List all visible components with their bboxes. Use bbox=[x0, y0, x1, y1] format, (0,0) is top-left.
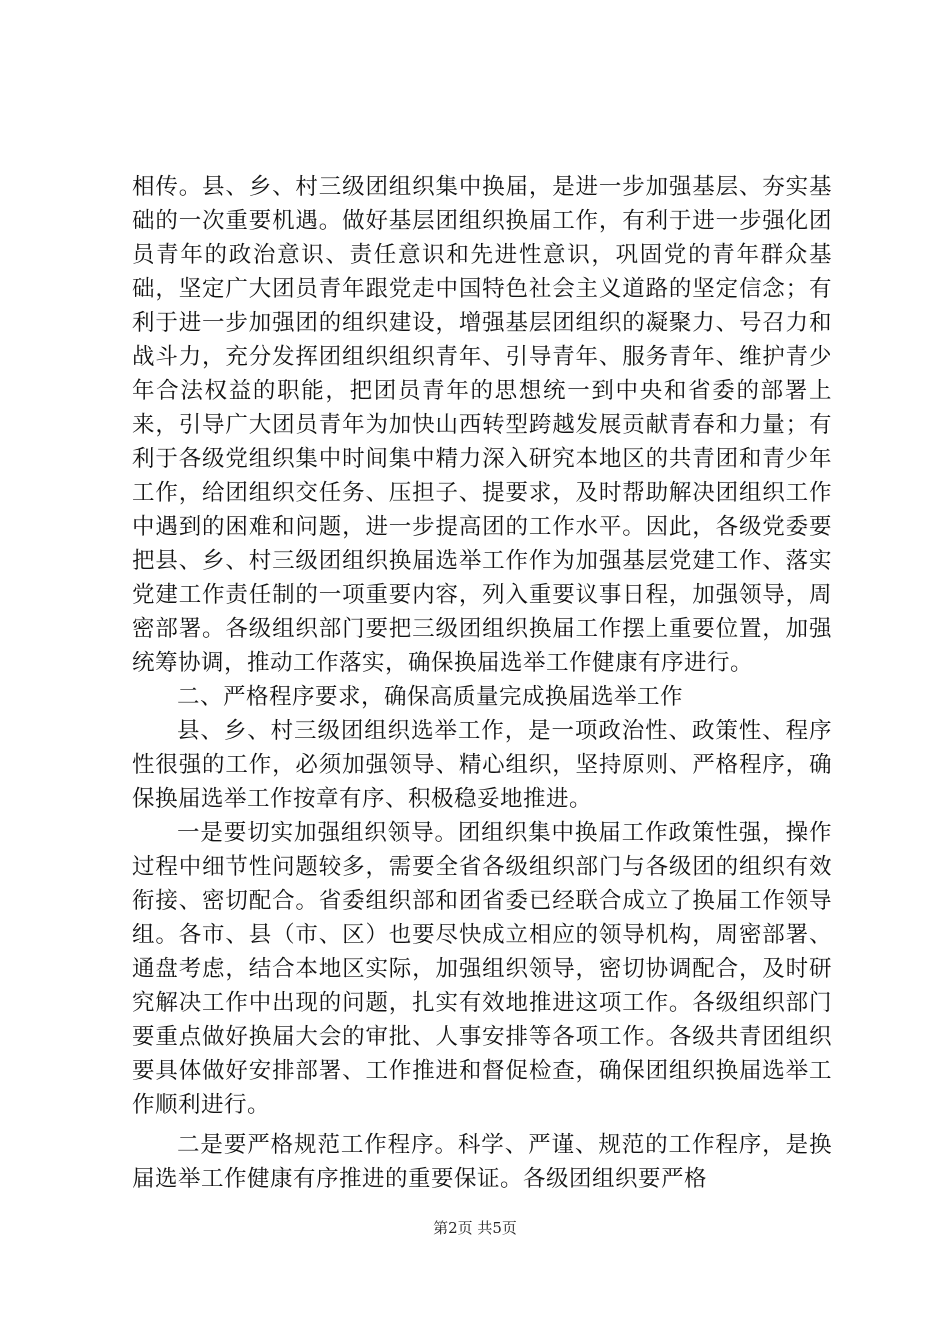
section-heading-2: 二、严格程序要求，确保高质量完成换届选举工作 bbox=[177, 684, 684, 710]
paragraph-item-1: 一是要切实加强组织领导。团组织集中换届工作政策性强，操作过程中细节性问题较多，需要全省各级组织部门与各级团的组织有效衔接、密切配合。省委组织部和团省委已经联合成立了换届工作领导组。各市、县（市、区）也要尽快成立相应的领导机构，周密部署、通盘考虑，结合本地区实际，加强组织领导，密切协调配合，及时研究解决工作中出现的问题，扎实有效地推进这项工作。各级组织部门要重点做好换届大会的审批、人事安排等各项工作。各级共青团组织要具体做好安排部署、工作推进和督促检查，确保团组织换届选举工作顺利进行。 bbox=[132, 820, 832, 1118]
page-number-footer: 第2页 共5页 bbox=[433, 1219, 517, 1237]
document-body bbox=[132, 170, 832, 1196]
paragraph-item-2: 二是要严格规范工作程序。科学、严谨、规范的工作程序，是换届选举工作健康有序推进的重要保证。各级团组织要严格 bbox=[132, 1132, 832, 1192]
paragraph-intro-section-2: 县、乡、村三级团组织选举工作，是一项政治性、政策性、程序性很强的工作，必须加强领导、精心组织，坚持原则、严格程序，确保换届选举工作按章有序、积极稳妥地推进。 bbox=[132, 718, 832, 812]
paragraph-continuation: 相传。县、乡、村三级团组织集中换届，是进一步加强基层、夯实基础的一次重要机遇。做好基层团组织换届工作，有利于进一步强化团员青年的政治意识、责任意识和先进性意识，巩固党的青年群众基础，坚定广大团员青年跟党走中国特色社会主义道路的坚定信念；有利于进一步加强团的组织建设，增强基层团组织的凝聚力、号召力和战斗力，充分发挥团组织组织青年、引导青年、服务青年、维护青少年合法权益的职能，把团员青年的思想统一到中央和省委的部署上来，引导广大团员青年为加快山西转型跨越发展贡献青春和力量；有利于各级党组织集中时间集中精力深入研究本地区的共青团和青少年工作，给团组织交任务、压担子、提要求，及时帮助解决团组织工作中遇到的困难和问题，进一步提高团的工作水平。因此，各级党委要把县、乡、村三级团组织换届选举工作作为加强基层党建工作、落实党建工作责任制的一项重要内容，列入重要议事日程，加强领导，周密部署。各级组织部门要把三级团组织换届工作摆上重要位置，加强统筹协调，推动工作落实，确保换届选举工作健康有序进行。 bbox=[132, 174, 832, 676]
